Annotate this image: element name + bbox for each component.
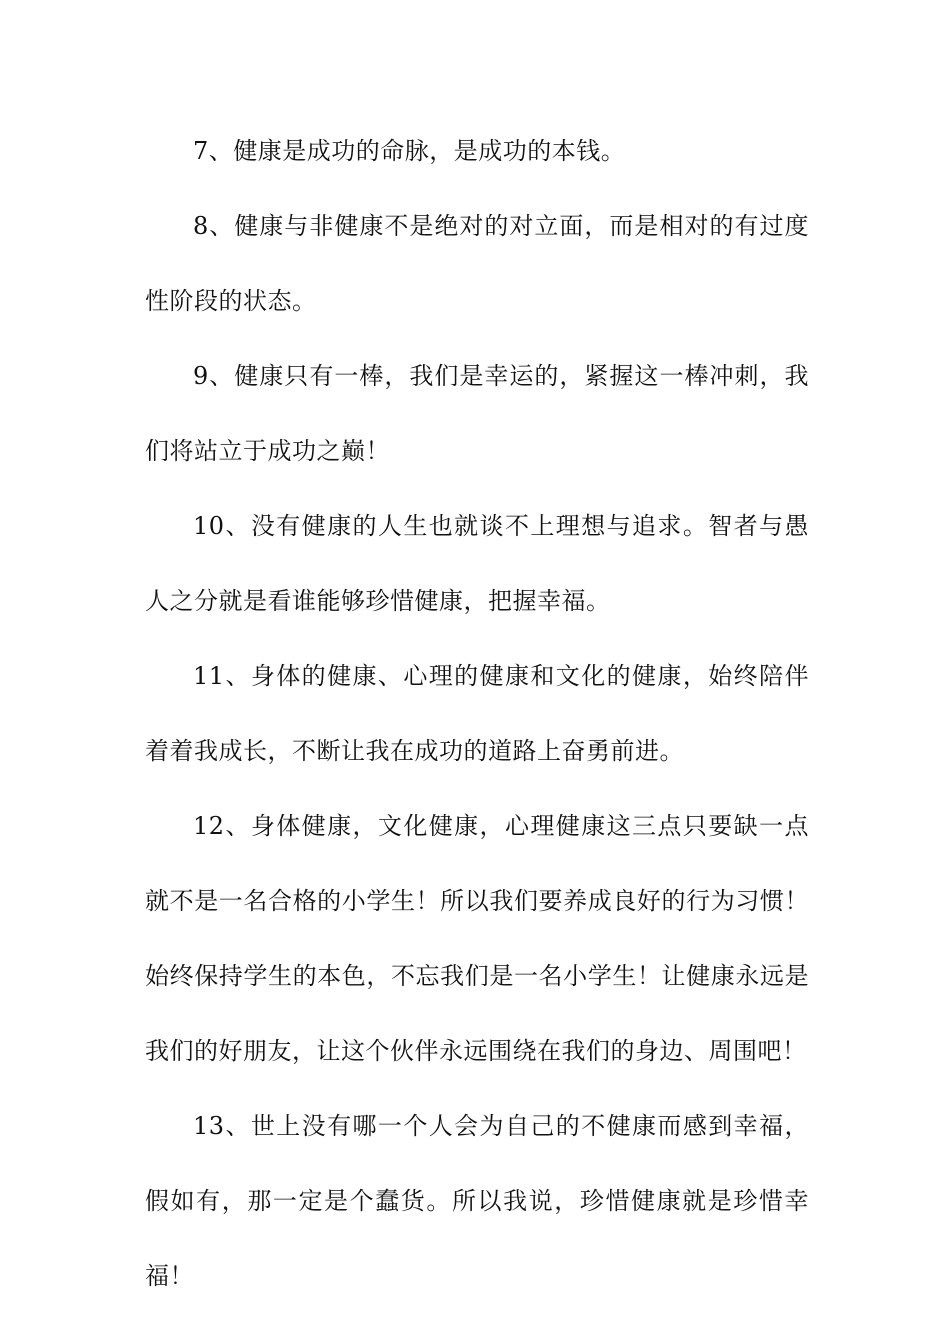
paragraph-12: 12、身体健康，文化健康，心理健康这三点只要缺一点就不是一名合格的小学生！所以我们要养成良好的行为习惯！始终保持学生的本色，不忘我们是一名小学生！让健康永远是我们的好朋友，让这个伙伴永远围绕在我们的身边、周围吧！ — [145, 812, 809, 1065]
paragraph-10: 10、没有健康的人生也就谈不上理想与追求。智者与愚人之分就是看谁能够珍惜健康，把握幸福。 — [145, 512, 809, 615]
paragraph-13: 13、世上没有哪一个人会为自己的不健康而感到幸福，假如有，那一定是个蠢货。所以我说，珍惜健康就是珍惜幸福！ — [145, 1112, 809, 1290]
document-body — [145, 114, 809, 1314]
paragraph-9: 9、健康只有一棒，我们是幸运的，紧握这一棒冲刺，我们将站立于成功之巅！ — [145, 362, 809, 465]
paragraph-8: 8、健康与非健康不是绝对的对立面，而是相对的有过度性阶段的状态。 — [145, 212, 809, 315]
paragraph-7: 7、健康是成功的命脉，是成功的本钱。 — [193, 137, 626, 165]
paragraph-11: 11、身体的健康、心理的健康和文化的健康，始终陪伴着着我成长，不断让我在成功的道路上奋勇前进。 — [145, 662, 809, 765]
